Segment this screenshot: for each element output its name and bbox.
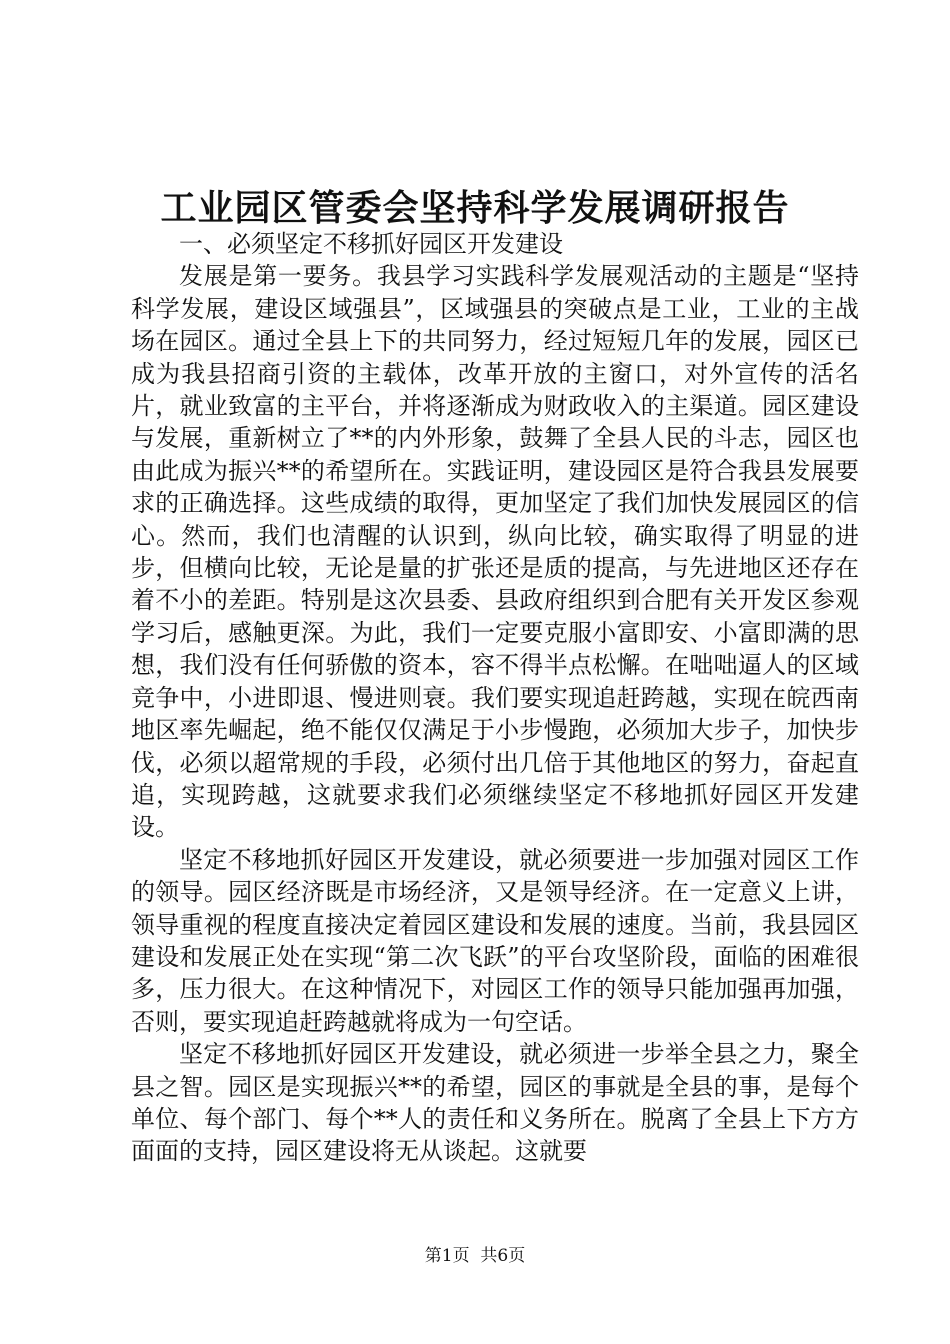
paragraph: 坚定不移地抓好园区开发建设，就必须进一步举全县之力，聚全县之智。园区是实现振兴**的希望，园区的事就是全县的事，是每个单位、每个部门、每个**人的责任和义务所在。脱离了全县上下方方面面的支持，园区建设将无从谈起。这就要	[131, 1040, 859, 1166]
page-footer	[0, 1244, 950, 1268]
document-title: 工业园区管委会坚持科学发展调研报告	[160, 187, 790, 229]
page-total: 共6页	[480, 1246, 526, 1266]
paragraph: 坚定不移地抓好园区开发建设，就必须要进一步加强对园区工作的领导。园区经济既是市场经济，又是领导经济。在一定意义上讲，领导重视的程度直接决定着园区建设和发展的速度。当前，我县园区建设和发展正处在实现“第二次飞跃”的平台攻坚阶段，面临的困难很多，压力很大。在这种情况下，对园区工作的领导只能加强再加强，否则，要实现追赶跨越就将成为一句空话。	[131, 845, 859, 1036]
paragraph: 发展是第一要务。我县学习实践科学发展观活动的主题是“坚持科学发展，建设区域强县”，区域强县的突破点是工业，工业的主战场在园区。通过全县上下的共同努力，经过短短几年的发展，园区已成为我县招商引资的主载体，改革开放的主窗口，对外宣传的活名片，就业致富的主平台，并将逐渐成为财政收入的主渠道。园区建设与发展，重新树立了**的内外形象，鼓舞了全县人民的斗志，园区也由此成为振兴**的希望所在。实践证明，建设园区是符合我县发展要求的正确选择。这些成绩的取得，更加坚定了我们加快发展园区的信心。然而，我们也清醒的认识到，纵向比较，确实取得了明显的进步，但横向比较，无论是量的扩张还是质的提高，与先进地区还存在着不小的差距。特别是这次县委、县政府组织到合肥有关开发区参观学习后，感触更深。为此，我们一定要克服小富即安、小富即满的思想，我们没有任何骄傲的资本，容不得半点松懈。在咄咄逼人的区域竞争中，小进即退、慢进则衰。我们要实现追赶跨越，实现在皖西南地区率先崛起，绝不能仅仅满足于小步慢跑，必须加大步子，加快步伐，必须以超常规的手段，必须付出几倍于其他地区的努力，奋起直追，实现跨越，这就要求我们必须继续坚定不移地抓好园区开发建设。	[131, 262, 859, 842]
page-number: 第1页	[424, 1246, 470, 1266]
section-heading: 一、必须坚定不移抓好园区开发建设	[179, 230, 563, 258]
document-body	[131, 228, 859, 1168]
